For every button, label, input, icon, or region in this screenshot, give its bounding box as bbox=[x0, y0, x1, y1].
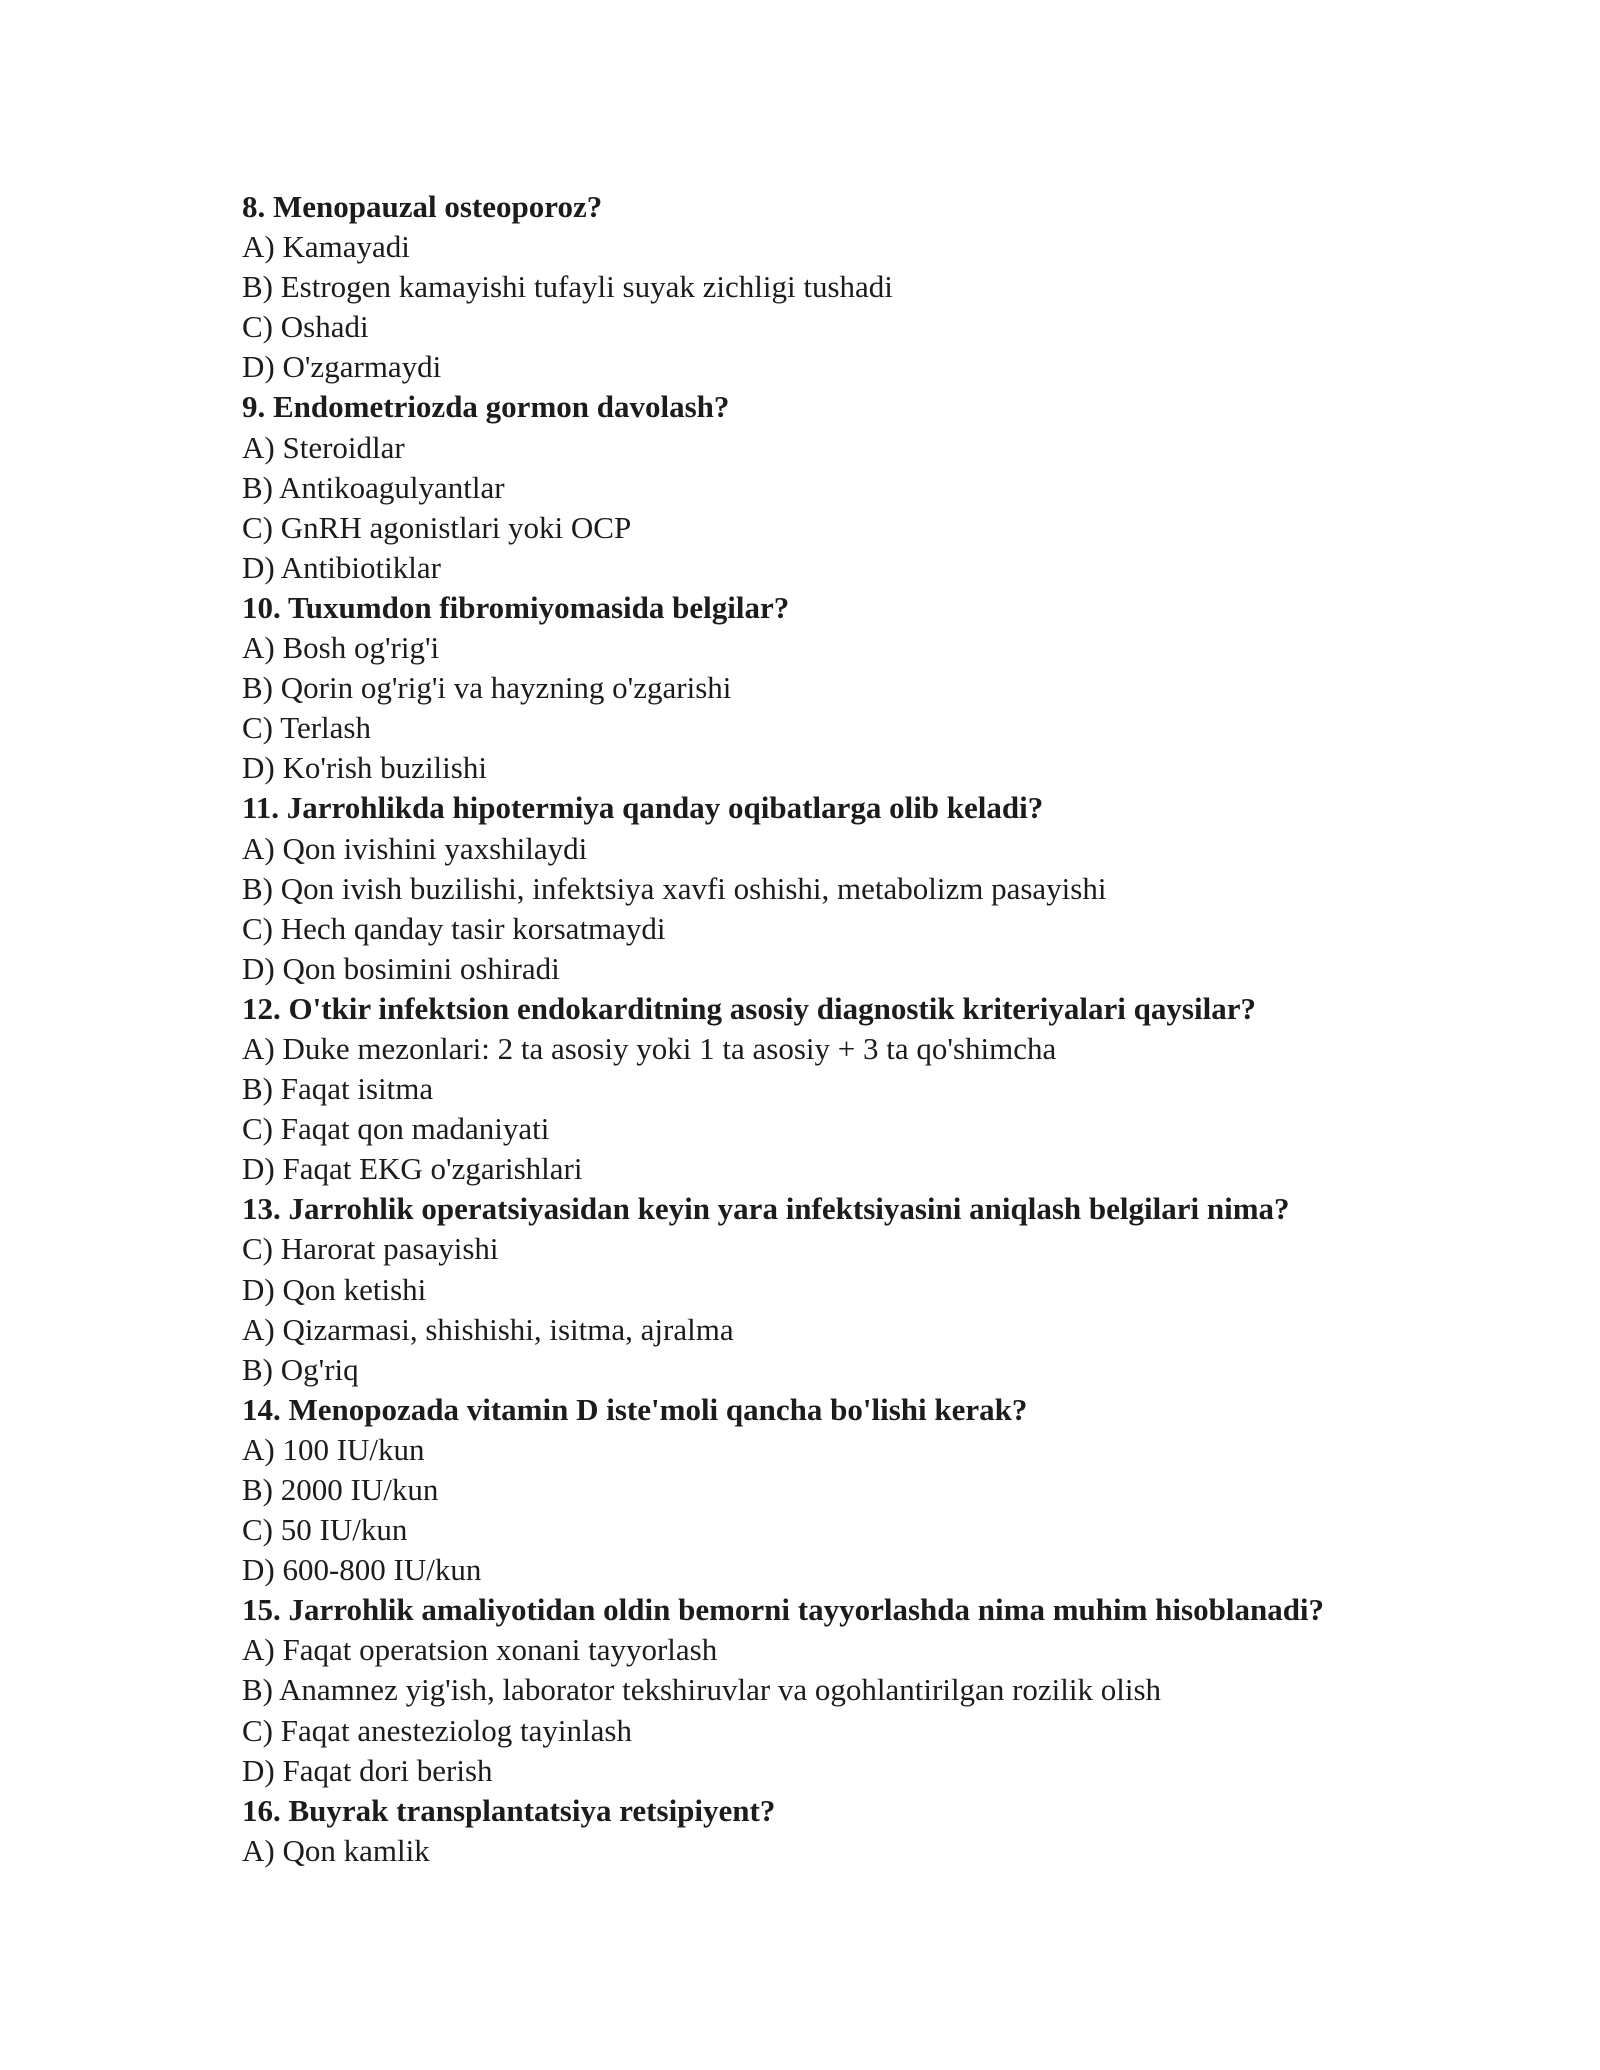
answer-option: D) Ko'rish buzilishi bbox=[242, 750, 487, 786]
question-title: 12. O'tkir infektsion endokarditning asosiy diagnostik kriteriyalari qaysilar? bbox=[242, 990, 1256, 1026]
answer-option: C) Terlash bbox=[242, 710, 371, 746]
answer-option: A) Qon kamlik bbox=[242, 1832, 430, 1868]
answer-option: D) Qon bosimini oshiradi bbox=[242, 950, 560, 986]
answer-option: A) 100 IU/kun bbox=[242, 1431, 425, 1467]
answer-option: B) Estrogen kamayishi tufayli suyak zichligi tushadi bbox=[242, 269, 893, 305]
answer-option: B) 2000 IU/kun bbox=[242, 1472, 439, 1507]
answer-option: C) 50 IU/kun bbox=[242, 1512, 408, 1548]
answer-option: A) Qizarmasi, shishishi, isitma, ajralma bbox=[242, 1311, 734, 1347]
answer-option: B) Og'riq bbox=[242, 1351, 359, 1387]
question-title: 10. Tuxumdon fibromiyomasida belgilar? bbox=[242, 589, 790, 625]
answer-option: D) 600-800 IU/kun bbox=[242, 1552, 482, 1588]
answer-option: C) Oshadi bbox=[242, 309, 369, 345]
question-8 bbox=[242, 187, 1442, 387]
answer-option: C) GnRH agonistlari yoki OCP bbox=[242, 509, 632, 545]
answer-option: A) Steroidlar bbox=[242, 429, 405, 465]
question-10 bbox=[242, 588, 1442, 788]
answer-option: D) Qon ketishi bbox=[242, 1271, 427, 1307]
answer-option: B) Antikoagulyantlar bbox=[242, 469, 505, 505]
question-9 bbox=[242, 387, 1442, 587]
question-title: 13. Jarrohlik operatsiyasidan keyin yara infektsiyasini aniqlash belgilari nima? bbox=[242, 1191, 1290, 1227]
question-title: 11. Jarrohlikda hipotermiya qanday oqibatlarga olib keladi? bbox=[242, 790, 1044, 826]
answer-option: A) Bosh og'rig'i bbox=[242, 630, 440, 666]
answer-option: D) Faqat EKG o'zgarishlari bbox=[242, 1151, 583, 1187]
question-title: 16. Buyrak transplantatsiya retsipiyent? bbox=[242, 1792, 776, 1828]
answer-option: D) O'zgarmaydi bbox=[242, 349, 442, 385]
answer-option: A) Faqat operatsion xonani tayyorlash bbox=[242, 1632, 718, 1668]
answer-option: B) Anamnez yig'ish, laborator tekshiruvlar va ogohlantirilgan rozilik olish bbox=[242, 1672, 1162, 1708]
answer-option: C) Hech qanday tasir korsatmaydi bbox=[242, 910, 666, 946]
answer-option: D) Faqat dori berish bbox=[242, 1752, 493, 1788]
question-14 bbox=[242, 1390, 1442, 1590]
answer-option: A) Duke mezonlari: 2 ta asosiy yoki 1 ta asosiy + 3 ta qo'shimcha bbox=[242, 1030, 1057, 1066]
question-13 bbox=[242, 1189, 1442, 1389]
question-11 bbox=[242, 788, 1442, 988]
question-list bbox=[242, 187, 1442, 1871]
answer-option: C) Faqat qon madaniyati bbox=[242, 1111, 550, 1147]
answer-option: B) Qorin og'rig'i va hayzning o'zgarishi bbox=[242, 670, 732, 706]
question-16 bbox=[242, 1791, 1442, 1871]
answer-option: B) Qon ivish buzilishi, infektsiya xavfi oshishi, metabolizm pasayishi bbox=[242, 870, 1107, 906]
answer-option: C) Faqat anesteziolog tayinlash bbox=[242, 1712, 632, 1748]
answer-option: A) Qon ivishini yaxshilaydi bbox=[242, 830, 588, 866]
answer-option: B) Faqat isitma bbox=[242, 1071, 434, 1107]
answer-option: D) Antibiotiklar bbox=[242, 549, 441, 585]
answer-option: A) Kamayadi bbox=[242, 229, 410, 265]
question-title: 8. Menopauzal osteoporoz? bbox=[242, 189, 603, 224]
answer-option: C) Harorat pasayishi bbox=[242, 1231, 499, 1267]
question-title: 9. Endometriozda gormon davolash? bbox=[242, 389, 730, 425]
question-12 bbox=[242, 989, 1442, 1189]
question-15 bbox=[242, 1590, 1442, 1790]
question-title: 15. Jarrohlik amaliyotidan oldin bemorni tayyorlashda nima muhim hisoblanadi? bbox=[242, 1592, 1325, 1628]
question-title: 14. Menopozada vitamin D iste'moli qancha bo'lishi kerak? bbox=[242, 1391, 1028, 1427]
